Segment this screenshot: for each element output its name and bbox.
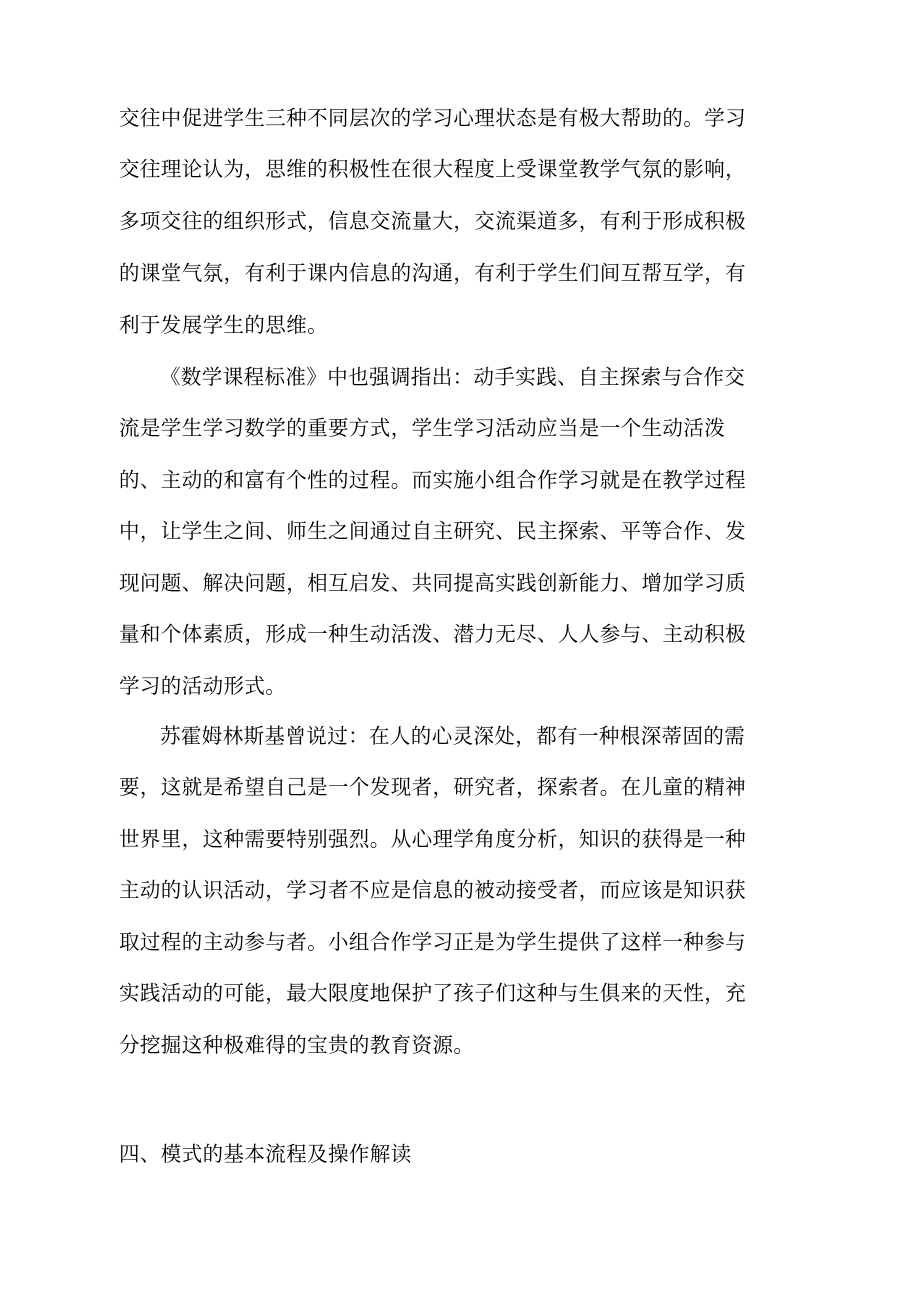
text-line: 分挖掘这种极难得的宝贵的教育资源。 [119, 1033, 475, 1057]
text-line: 取过程的主动参与者。小组合作学习正是为学生提供了这样一种参与 [119, 930, 746, 954]
text-line: 交往理论认为，思维的积极性在很大程度上受课堂教学气氛的影响， [119, 157, 746, 181]
text-line: 苏霍姆林斯基曾说过：在人的心灵深处，都有一种根深蒂固的需 [160, 724, 746, 748]
text-line: 交往中促进学生三种不同层次的学习心理状态是有极大帮助的。学习 [119, 106, 746, 130]
text-line: 主动的认识活动，学习者不应是信息的被动接受者，而应该是知识获 [119, 878, 746, 902]
section-heading: 四、模式的基本流程及操作解读 [119, 1142, 412, 1166]
text-line: 中，让学生之间、师生之间通过自主研究、民主探索、平等合作、发 [119, 519, 746, 543]
text-line: 的、主动的和富有个性的过程。而实施小组合作学习就是在教学过程 [119, 468, 746, 492]
text-line: 多项交往的组织形式，信息交流量大，交流渠道多，有利于形成积极 [119, 209, 746, 233]
text-line: 学习的活动形式。 [119, 674, 287, 698]
text-line: 量和个体素质，形成一种生动活泼、潜力无尽、人人参与、主动积极 [119, 622, 746, 646]
text-line: 世界里，这种需要特别强烈。从心理学角度分析，知识的获得是一种 [119, 827, 746, 851]
text-line: 流是学生学习数学的重要方式，学生学习活动应当是一个生动活泼 [119, 416, 726, 440]
text-line: 要，这就是希望自己是一个发现者，研究者，探索者。在儿童的精神 [119, 775, 746, 799]
text-line: 《数学课程标准》中也强调指出：动手实践、自主探索与合作交 [160, 365, 746, 389]
text-line: 利于发展学生的思维。 [119, 313, 328, 337]
text-line: 的课堂气氛，有利于课内信息的沟通，有利于学生们间互帮互学，有 [119, 261, 746, 285]
text-line: 现问题、解决问题，相互启发、共同提高实践创新能力、增加学习质 [119, 571, 746, 595]
text-line: 实践活动的可能，最大限度地保护了孩子们这种与生俱来的天性，充 [119, 981, 746, 1005]
